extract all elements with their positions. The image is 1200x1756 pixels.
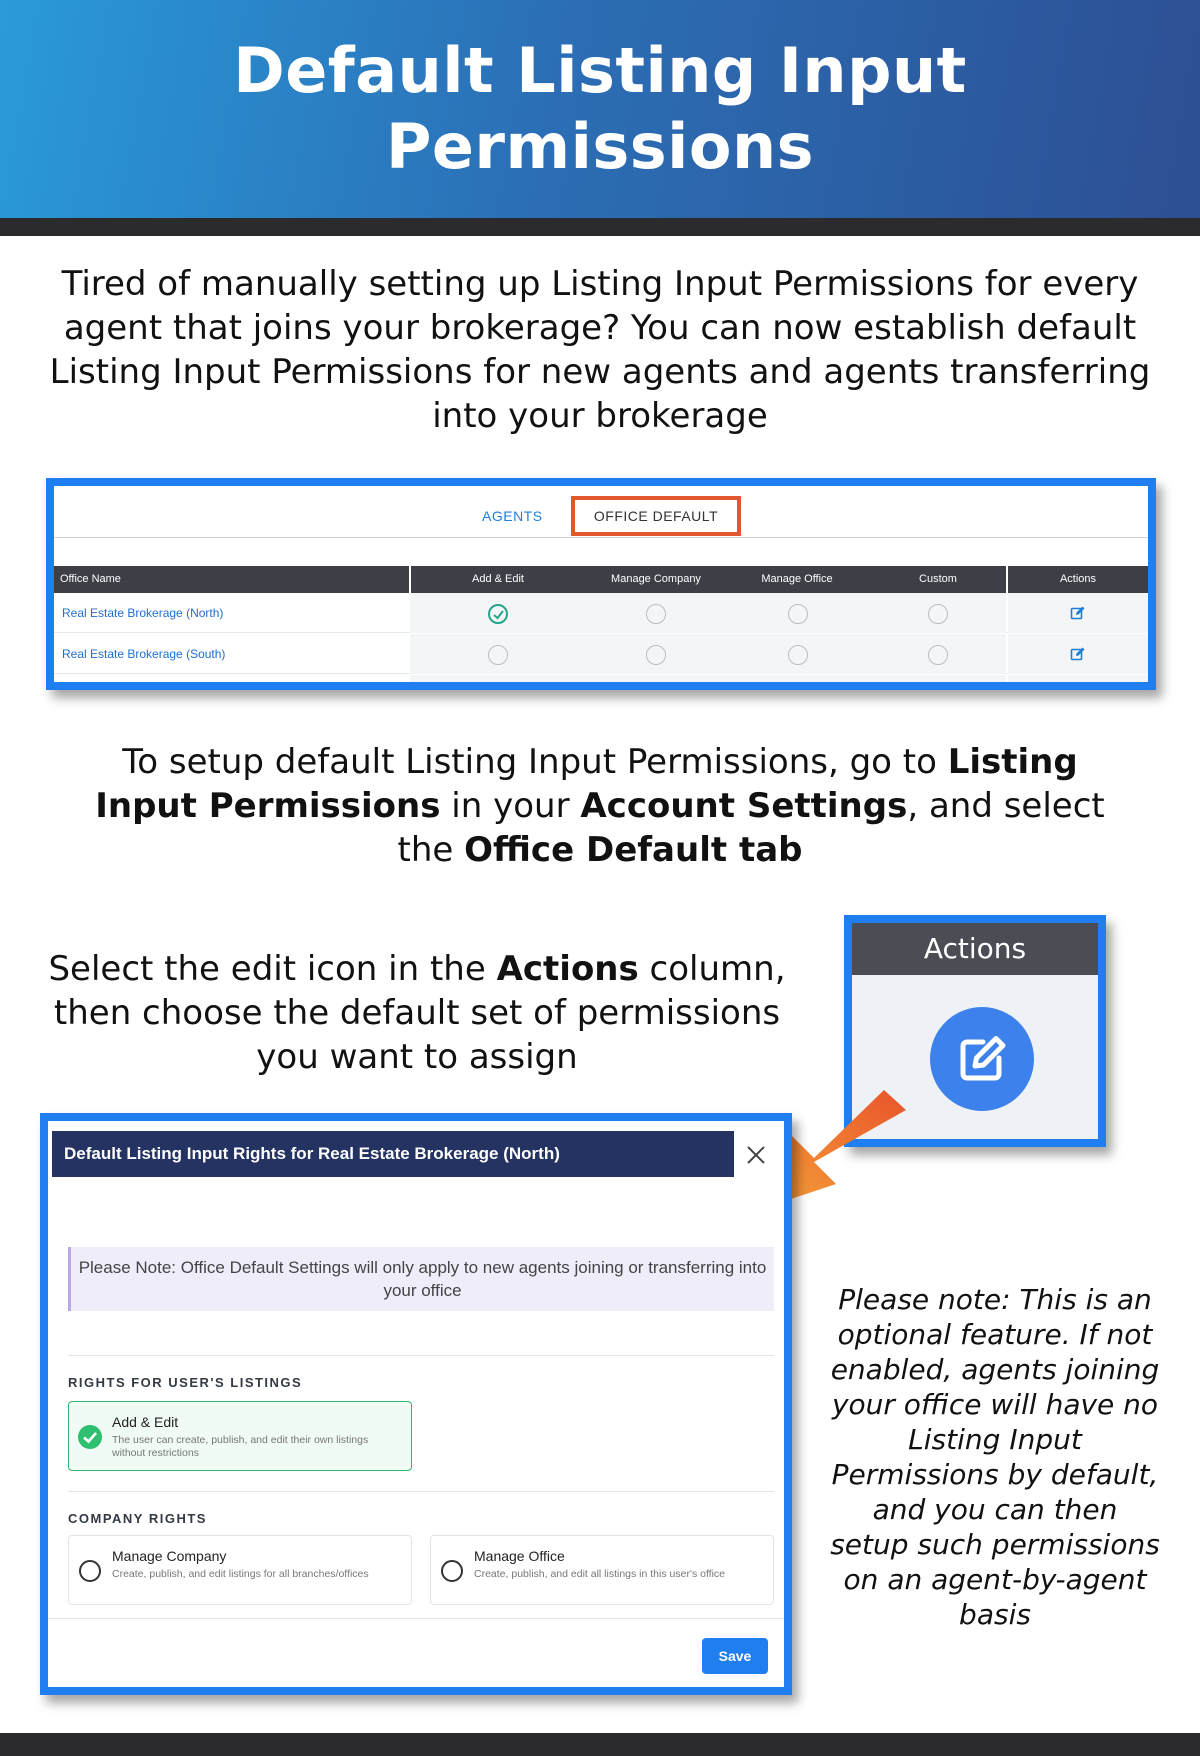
step1-part: To setup default Listing Input Permissions, go to bbox=[122, 742, 948, 782]
tab-agents[interactable]: AGENTS bbox=[482, 508, 543, 524]
step1-text bbox=[80, 740, 1120, 872]
page-title: Default Listing Input Permissions bbox=[233, 34, 967, 183]
option-title: Manage Office bbox=[474, 1548, 565, 1564]
close-icon[interactable] bbox=[744, 1143, 768, 1167]
edit-icon[interactable] bbox=[1070, 605, 1086, 621]
col-manage-office: Manage Office bbox=[761, 573, 833, 585]
option-manage-office[interactable] bbox=[430, 1535, 774, 1605]
tab-bar bbox=[54, 486, 1148, 538]
option-description: Create, publish, and edit all listings in this user's office bbox=[474, 1568, 726, 1580]
edit-icon[interactable] bbox=[930, 1007, 1034, 1111]
table-row bbox=[54, 634, 1148, 674]
tab-office-default[interactable]: OFFICE DEFAULT bbox=[571, 496, 741, 536]
actions-header: Actions bbox=[852, 923, 1098, 975]
edit-icon[interactable] bbox=[1070, 646, 1086, 662]
custom-radio[interactable] bbox=[928, 604, 948, 624]
intro-text: Tired of manually setting up Listing Input Permissions for every agent that joins your brokerage? You can now establish default Listing Input Permissions for new agents and agents transferring into your brokerage bbox=[49, 264, 1151, 436]
divider bbox=[68, 1355, 774, 1356]
optional-feature-note: Please note: This is an optional feature. If not enabled, agents joining your office will have no Listing Input Permissions by default, and you can then setup such permissions on an agent-by-agent basis bbox=[830, 1283, 1160, 1631]
table-row bbox=[54, 593, 1148, 633]
step2-text bbox=[40, 947, 794, 1079]
add-edit-radio[interactable] bbox=[488, 645, 508, 665]
office-default-table-screenshot bbox=[46, 478, 1156, 690]
row-actions-bg bbox=[1008, 675, 1148, 690]
step1-part: in your bbox=[440, 786, 581, 826]
step2-part: Select the edit icon in the bbox=[48, 949, 497, 989]
option-description: Create, publish, and edit listings for all branches/offices bbox=[112, 1568, 369, 1580]
col-office-name: Office Name bbox=[60, 573, 121, 585]
table-header bbox=[54, 566, 1148, 593]
col-manage-company: Manage Company bbox=[611, 573, 701, 585]
table-row bbox=[54, 675, 1148, 690]
col-custom: Custom bbox=[919, 573, 957, 585]
header-divider bbox=[0, 218, 1200, 236]
save-button[interactable]: Save bbox=[702, 1638, 768, 1674]
manage-office-radio[interactable] bbox=[788, 604, 808, 624]
manage-office-radio[interactable] bbox=[788, 645, 808, 665]
section-company-rights-label: COMPANY RIGHTS bbox=[68, 1511, 207, 1526]
modal-header bbox=[48, 1121, 784, 1189]
step2-bold: Actions bbox=[496, 949, 639, 989]
row-cells-bg bbox=[410, 675, 1006, 690]
manage-company-radio[interactable] bbox=[646, 604, 666, 624]
option-title: Add & Edit bbox=[112, 1414, 179, 1430]
step1-bold: Office Default tab bbox=[464, 830, 803, 870]
option-title: Manage Company bbox=[112, 1548, 227, 1564]
footer-divider bbox=[0, 1733, 1200, 1756]
step2-part: column, then choose the default set of permissions you want to assign bbox=[53, 949, 786, 1077]
office-name-link[interactable]: Real Estate Brokerage (North) bbox=[62, 606, 224, 620]
add-edit-checked-icon[interactable] bbox=[488, 604, 508, 624]
step1-part: , and select the bbox=[397, 786, 1105, 870]
option-add-edit[interactable] bbox=[68, 1401, 412, 1471]
divider bbox=[48, 1618, 792, 1619]
col-add-edit: Add & Edit bbox=[472, 573, 524, 585]
radio-icon bbox=[79, 1560, 101, 1582]
divider bbox=[68, 1491, 774, 1492]
option-manage-company[interactable] bbox=[68, 1535, 412, 1605]
step1-bold: Listing Input Permissions bbox=[95, 742, 1078, 826]
office-name-link[interactable]: Real Estate Brokerage (South) bbox=[62, 647, 226, 661]
page-header bbox=[0, 0, 1200, 218]
col-actions: Actions bbox=[1059, 573, 1097, 585]
radio-icon bbox=[441, 1560, 463, 1582]
step1-bold: Account Settings bbox=[580, 786, 908, 826]
section-user-rights-label: RIGHTS FOR USER'S LISTINGS bbox=[68, 1375, 303, 1390]
default-rights-modal-screenshot bbox=[40, 1113, 792, 1695]
office-default-note: Please Note: Office Default Settings will only apply to new agents joining or transferring into your office bbox=[68, 1247, 774, 1311]
modal-title: Default Listing Input Rights for Real Estate Brokerage (North) bbox=[52, 1131, 734, 1177]
option-description: The user can create, publish, and edit their own listings without restrictions bbox=[112, 1434, 369, 1459]
check-icon bbox=[78, 1425, 102, 1449]
custom-radio[interactable] bbox=[928, 645, 948, 665]
manage-company-radio[interactable] bbox=[646, 645, 666, 665]
